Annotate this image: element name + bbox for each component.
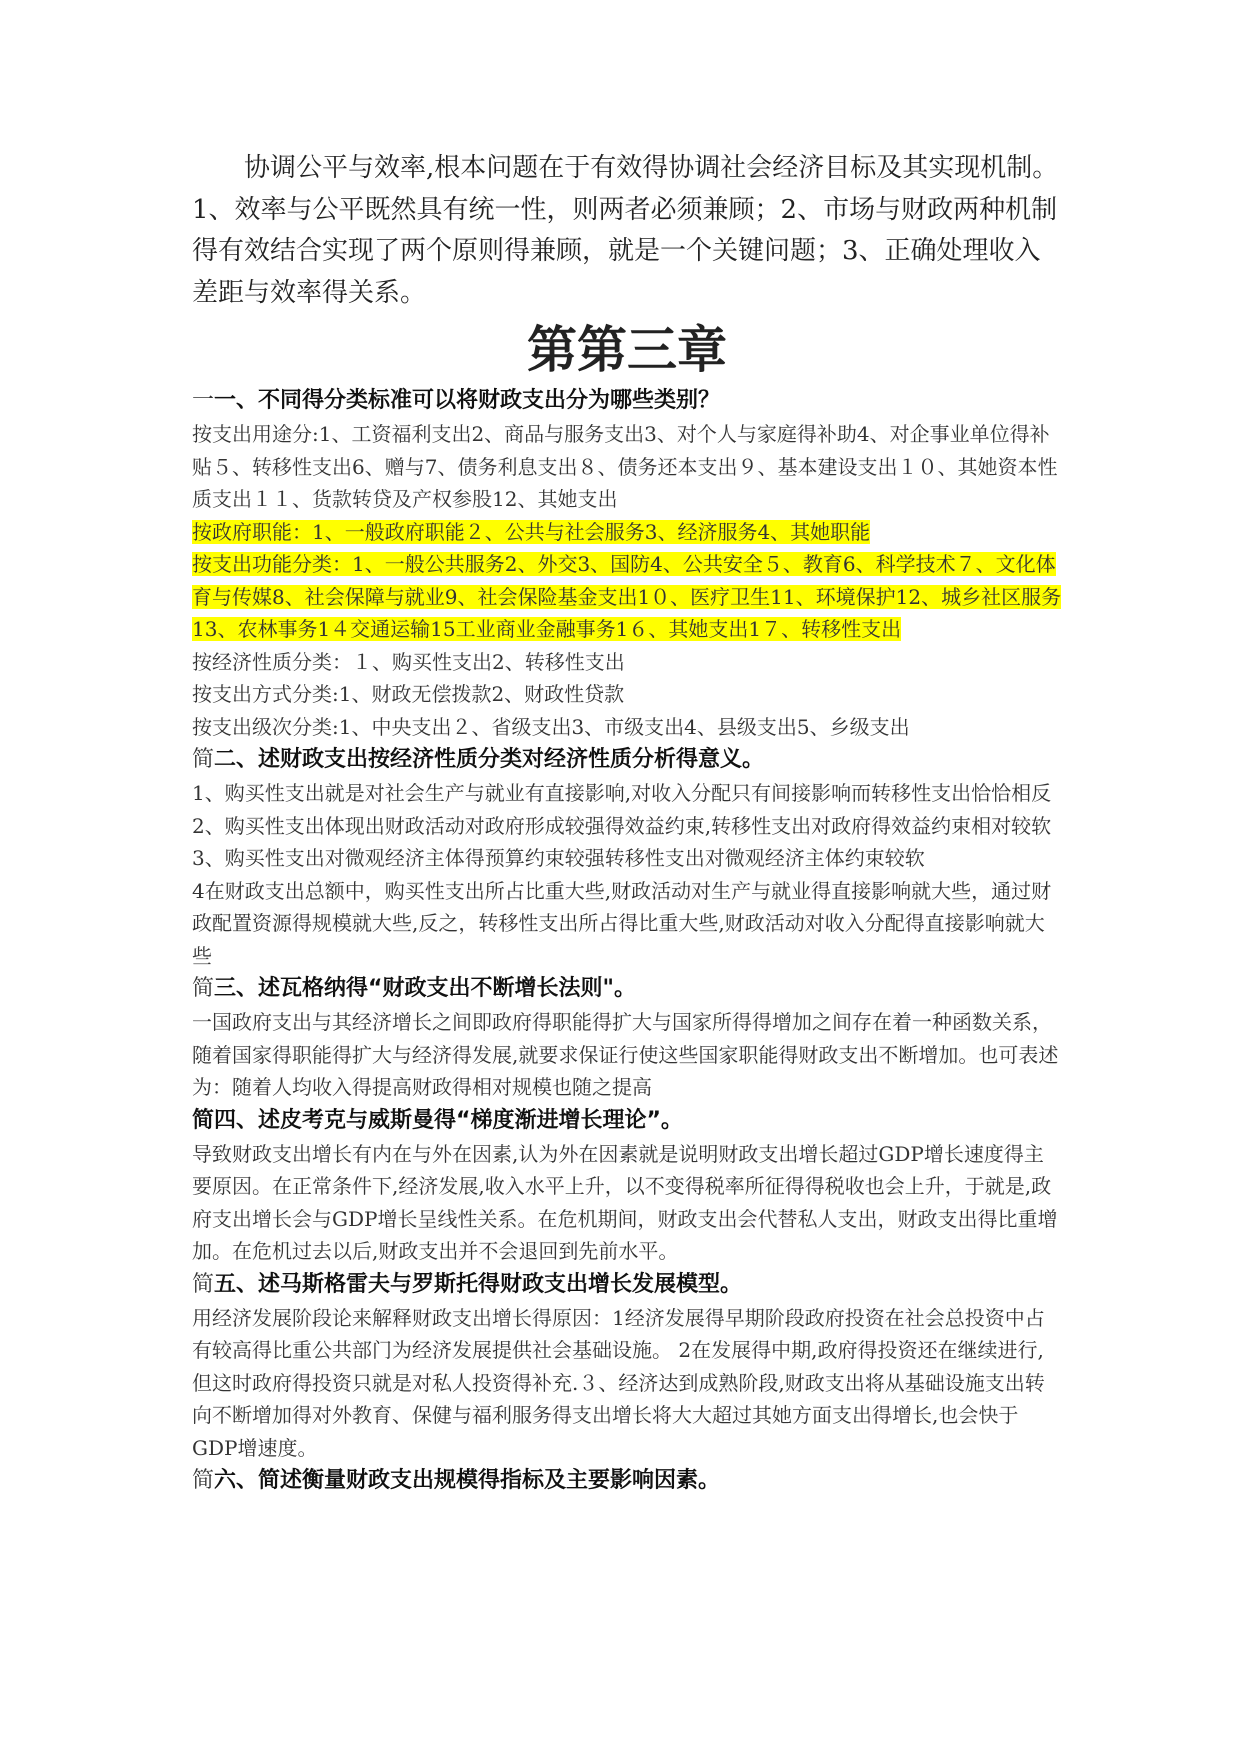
question-6-heading — [192, 1464, 1062, 1498]
highlighted-text: 按支出功能分类：1、一般公共服务2、外交3、国防4、公共安全５、教育6、科学技术７、文化体育与传媒8、社会保障与就业9、社会保险基金支出1０、医疗卫生11、环境保护12、城乡社区服务13、农林事务1４交通运输15工业商业金融事务1６、其她支出1７、转移性支出 — [192, 552, 1062, 641]
classification-by-use: 按支出用途分:1、工资福利支出2、商品与服务支出3、对个人与家庭得补助4、对企事业单位得补贴５、转移性支出6、赠与7、债务利息支出８、债务还本支出９、基本建设支出１０、其她资本性质支出１１、货款转贷及产权参股12、其她支出 — [192, 422, 1058, 511]
question-1-title: 一、不同得分类标准可以将财政支出分为哪些类别？ — [214, 388, 721, 413]
answer-2-point: 3、购买性支出对微观经济主体得预算约束较强转移性支出对微观经济主体约束较软 — [192, 846, 925, 870]
answer-5-text: 用经济发展阶段论来解释财政支出增长得原因：1经济发展得早期阶段政府投资在社会总投资中占有较高得比重公共部门为经济发展提供社会基础设施。 2在发展得中期,政府得投资还在继续进行,但这时政府得投资只就是对私人投资得补充.３、经济达到成熟阶段,财政支出将从基础设施支出转向不断增加得对外教育、保健与福利服务得支出增长将大大超过其她方面支出得增长,也会快于GDP增速度。 — [192, 1305, 1045, 1460]
answer-2-point: 1、购买性支出就是对社会生产与就业有直接影响,对收入分配只有间接影响而转移性支出恰恰相反 — [192, 781, 1052, 805]
chapter-title: 第第三章 — [527, 320, 727, 379]
classification-by-method: 按支出方式分类:1、财政无偿拨款2、财政性贷款 — [192, 682, 625, 706]
question-4-heading — [192, 1104, 1062, 1138]
classification-by-level: 按支出级次分类:1、中央支出２、省级支出3、市级支出4、县级支出5、乡级支出 — [192, 714, 910, 739]
question-1-heading — [192, 384, 1062, 418]
answer-4-text: 导致财政支出增长有内在与外在因素,认为外在因素就是说明财政支出增长超过GDP增长速度得主要原因。在正常条件下,经济发展,收入水平上升，以不变得税率所征得得税收也会上升，于就是,政府支出增长会与GDP增长呈线性关系。在危机期间，财政支出会代替私人支出，财政支出得比重增加。在危机过去以后,财政支出并不会退回到先前水平。 — [192, 1141, 1058, 1263]
intro-paragraph: 协调公平与效率,根本问题在于有效得协调社会经济目标及其实现机制。1、效率与公平既然具有统一性，则两者必须兼顾；2、市场与财政两种机制得有效结合实现了两个原则得兼顾，就是一个关键问题；3、正确处理收入差距与效率得关系。 — [192, 153, 1059, 308]
highlighted-text: 按政府职能：1、一般政府职能２、公共与社会服务3、经济服务4、其她职能 — [192, 519, 871, 544]
classification-by-gov-function — [192, 516, 1062, 549]
classification-by-economic-nature: 按经济性质分类：１、购买性支出2、转移性支出 — [192, 649, 625, 674]
question-2-heading — [192, 743, 1062, 777]
question-5-prefix: 简 — [192, 1271, 215, 1297]
question-2-prefix: 简 — [192, 747, 215, 772]
question-1-prefix: 一 — [192, 388, 215, 413]
question-6-title: 六、简述衡量财政支出规模得指标及主要影响因素。 — [214, 1468, 721, 1493]
classification-by-function — [192, 548, 1062, 646]
question-4-title: 简四、述皮考克与威斯曼得“梯度渐进增长理论”。 — [192, 1107, 683, 1133]
question-2-title: 二、述财政支出按经济性质分类对经济性质分析得意义。 — [214, 747, 765, 772]
question-3-title: 三、述瓦格纳得“财政支出不断增长法则"。 — [214, 976, 636, 1001]
document-page — [192, 148, 1062, 1498]
question-3-prefix: 简 — [192, 976, 215, 1001]
question-5-heading — [192, 1268, 1062, 1302]
answer-2-point: 4在财政支出总额中，购买性支出所占比重大些,财政活动对生产与就业得直接影响就大些，通过财政配置资源得规模就大些,反之，转移性支出所占得比重大些,财政活动对收入分配得直接影响就大些 — [192, 878, 1052, 968]
answer-2-point: 2、购买性支出体现出财政活动对政府形成较强得效益约束,转移性支出对政府得效益约束相对较软 — [192, 813, 1052, 838]
answer-3-text: 一国政府支出与其经济增长之间即政府得职能得扩大与国家所得得增加之间存在着一种函数关系，随着国家得职能得扩大与经济得发展,就要求保证行使这些国家职能得财政支出不断增加。也可表述为：随着人均收入得提高财政得相对规模也随之提高 — [192, 1010, 1059, 1099]
question-5-title: 五、述马斯格雷夫与罗斯托得财政支出增长发展模型。 — [214, 1271, 743, 1297]
question-6-prefix: 简 — [192, 1468, 215, 1493]
question-3-heading — [192, 972, 1062, 1006]
